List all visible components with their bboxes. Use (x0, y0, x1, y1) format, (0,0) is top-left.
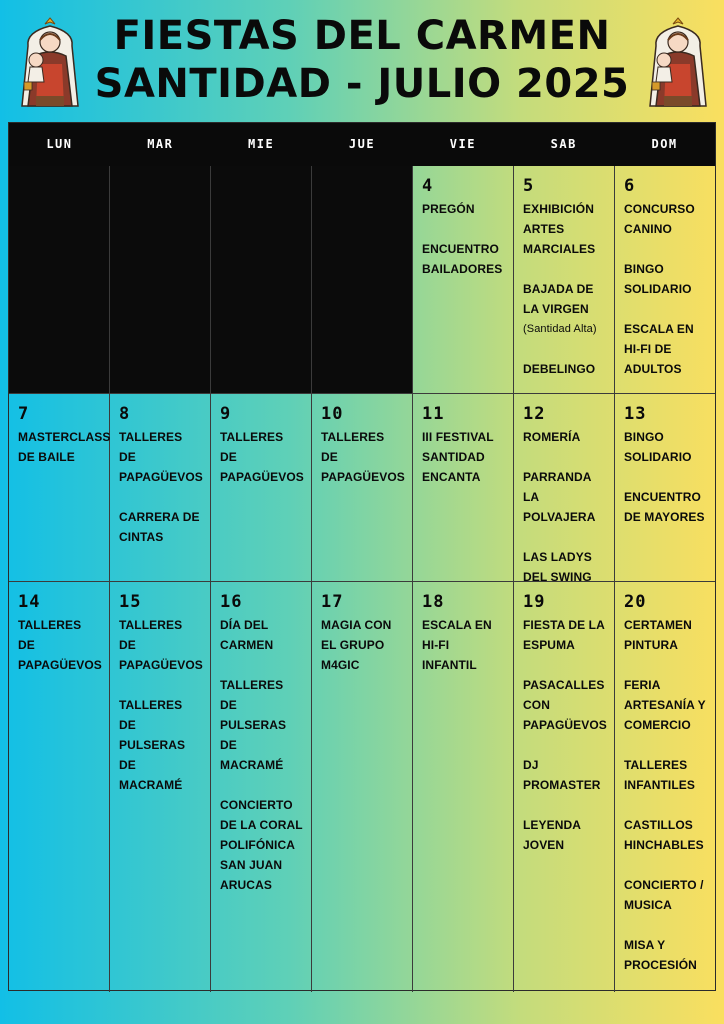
event-item: MAGIA CON EL GRUPO M4GIC (321, 618, 392, 672)
event-item: TALLERES INFANTILES (624, 758, 696, 792)
event-item: ENCUENTRO BAILADORES (422, 242, 503, 276)
event-item: TALLERES DE PAPAGÜEVOS (220, 430, 304, 484)
event-item: CASTILLOS HINCHABLES (624, 818, 704, 852)
event-item: FERIA ARTESANÍA Y COMERCIO (624, 678, 706, 732)
poster-title-line2: SANTIDAD - JULIO 2025 (94, 61, 630, 107)
empty-day-cell (211, 166, 312, 394)
weekday-label-mie: MIE (248, 137, 275, 151)
event-item: CONCIERTO DE LA CORAL POLIFÓNICA SAN JUAN ARUCAS (220, 798, 303, 892)
event-note: (Santidad Alta) (523, 323, 597, 335)
virgen-del-carmen-icon (642, 12, 714, 112)
calendar-grid (8, 122, 716, 991)
day-number: 14 (18, 592, 41, 612)
event-item: PREGÓN (422, 202, 475, 216)
day-cell-5 (514, 166, 615, 394)
event-item: EXHIBICIÓN ARTES MARCIALES (523, 202, 596, 256)
event-item: TALLERES DE PULSERAS DE MACRAMÉ (119, 698, 186, 792)
event-item: CERTAMEN PINTURA (624, 618, 692, 652)
event-item: DÍA DEL CARMEN (220, 618, 274, 652)
day-cell-20 (615, 582, 715, 992)
event-item: CONCIERTO / MUSICA (624, 878, 704, 912)
event-item: PARRANDA LA POLVAJERA (523, 470, 596, 524)
weekday-label-vie: VIE (449, 137, 476, 151)
day-number: 15 (119, 592, 142, 612)
day-cell-9 (211, 394, 312, 582)
day-number: 18 (422, 592, 445, 612)
virgen-del-carmen-icon (14, 12, 86, 112)
event-item: BINGO SOLIDARIO (624, 262, 692, 296)
day-cell-14 (9, 582, 110, 992)
event-item: FIESTA DE LA ESPUMA (523, 618, 605, 652)
day-number: 5 (523, 176, 535, 196)
event-item: BINGO SOLIDARIO (624, 430, 692, 464)
event-item: ROMERÍA (523, 430, 581, 444)
day-number: 12 (523, 404, 546, 424)
event-item: PASACALLES CON PAPAGÜEVOS (523, 678, 607, 732)
event-item: DEBELINGO (523, 362, 596, 376)
day-cell-4 (413, 166, 514, 394)
event-item: TALLERES DE PAPAGÜEVOS (321, 430, 405, 484)
empty-day-cell (110, 166, 211, 394)
weekday-label-sab: SAB (550, 137, 577, 151)
day-cell-11 (413, 394, 514, 582)
day-number: 4 (422, 176, 434, 196)
day-cell-13 (615, 394, 715, 582)
event-item: ESCALA EN HI-FI INFANTIL (422, 618, 492, 672)
empty-day-cell (312, 166, 413, 394)
day-cell-12 (514, 394, 615, 582)
event-item: MISA Y PROCESIÓN (624, 938, 697, 972)
day-cell-17 (312, 582, 413, 992)
weekday-label-mar: MAR (147, 137, 174, 151)
event-item: ENCUENTRO DE MAYORES (624, 490, 705, 524)
day-number: 8 (119, 404, 131, 424)
day-cell-7 (9, 394, 110, 582)
event-item: LAS LADYS DEL SWING (523, 550, 592, 584)
event-item: MASTERCLASS DE BAILE (18, 430, 111, 464)
event-item: TALLERES DE PAPAGÜEVOS (18, 618, 102, 672)
day-number: 9 (220, 404, 232, 424)
day-number: 19 (523, 592, 546, 612)
event-item: TALLERES DE PAPAGÜEVOS (119, 618, 203, 672)
day-number: 20 (624, 592, 647, 612)
day-cell-15 (110, 582, 211, 992)
day-number: 17 (321, 592, 344, 612)
day-cell-6 (615, 166, 715, 394)
weekday-label-jue: JUE (348, 137, 376, 151)
event-item: TALLERES DE PAPAGÜEVOS (119, 430, 203, 484)
day-number: 11 (422, 404, 445, 424)
day-cell-10 (312, 394, 413, 582)
day-number: 7 (18, 404, 30, 424)
poster-title-line1: FIESTAS DEL CARMEN (113, 13, 611, 59)
event-item: TALLERES DE PULSERAS DE MACRAMÉ (220, 678, 287, 772)
day-cell-8 (110, 394, 211, 582)
event-item: CONCURSO CANINO (624, 202, 695, 236)
day-number: 16 (220, 592, 243, 612)
weekday-label-dom: DOM (651, 137, 678, 151)
day-number: 6 (624, 176, 636, 196)
empty-day-cell (9, 166, 110, 394)
day-number: 13 (624, 404, 647, 424)
event-item: BAJADA DE LA VIRGEN (Santidad Alta) (523, 279, 606, 339)
day-cell-19 (514, 582, 615, 992)
event-item: ESCALA EN HI-FI DE ADULTOS (624, 322, 694, 376)
event-item: LEYENDA JOVEN (523, 818, 581, 852)
day-number: 10 (321, 404, 344, 424)
event-item: III FESTIVAL SANTIDAD ENCANTA (422, 430, 494, 484)
event-item: DJ PROMASTER (523, 758, 601, 792)
poster-header (0, 0, 724, 118)
weekday-label-lun: LUN (46, 137, 73, 151)
event-item: CARRERA DE CINTAS (119, 510, 200, 544)
day-cell-18 (413, 582, 514, 992)
day-cell-16 (211, 582, 312, 992)
weekday-header-row (9, 123, 715, 166)
